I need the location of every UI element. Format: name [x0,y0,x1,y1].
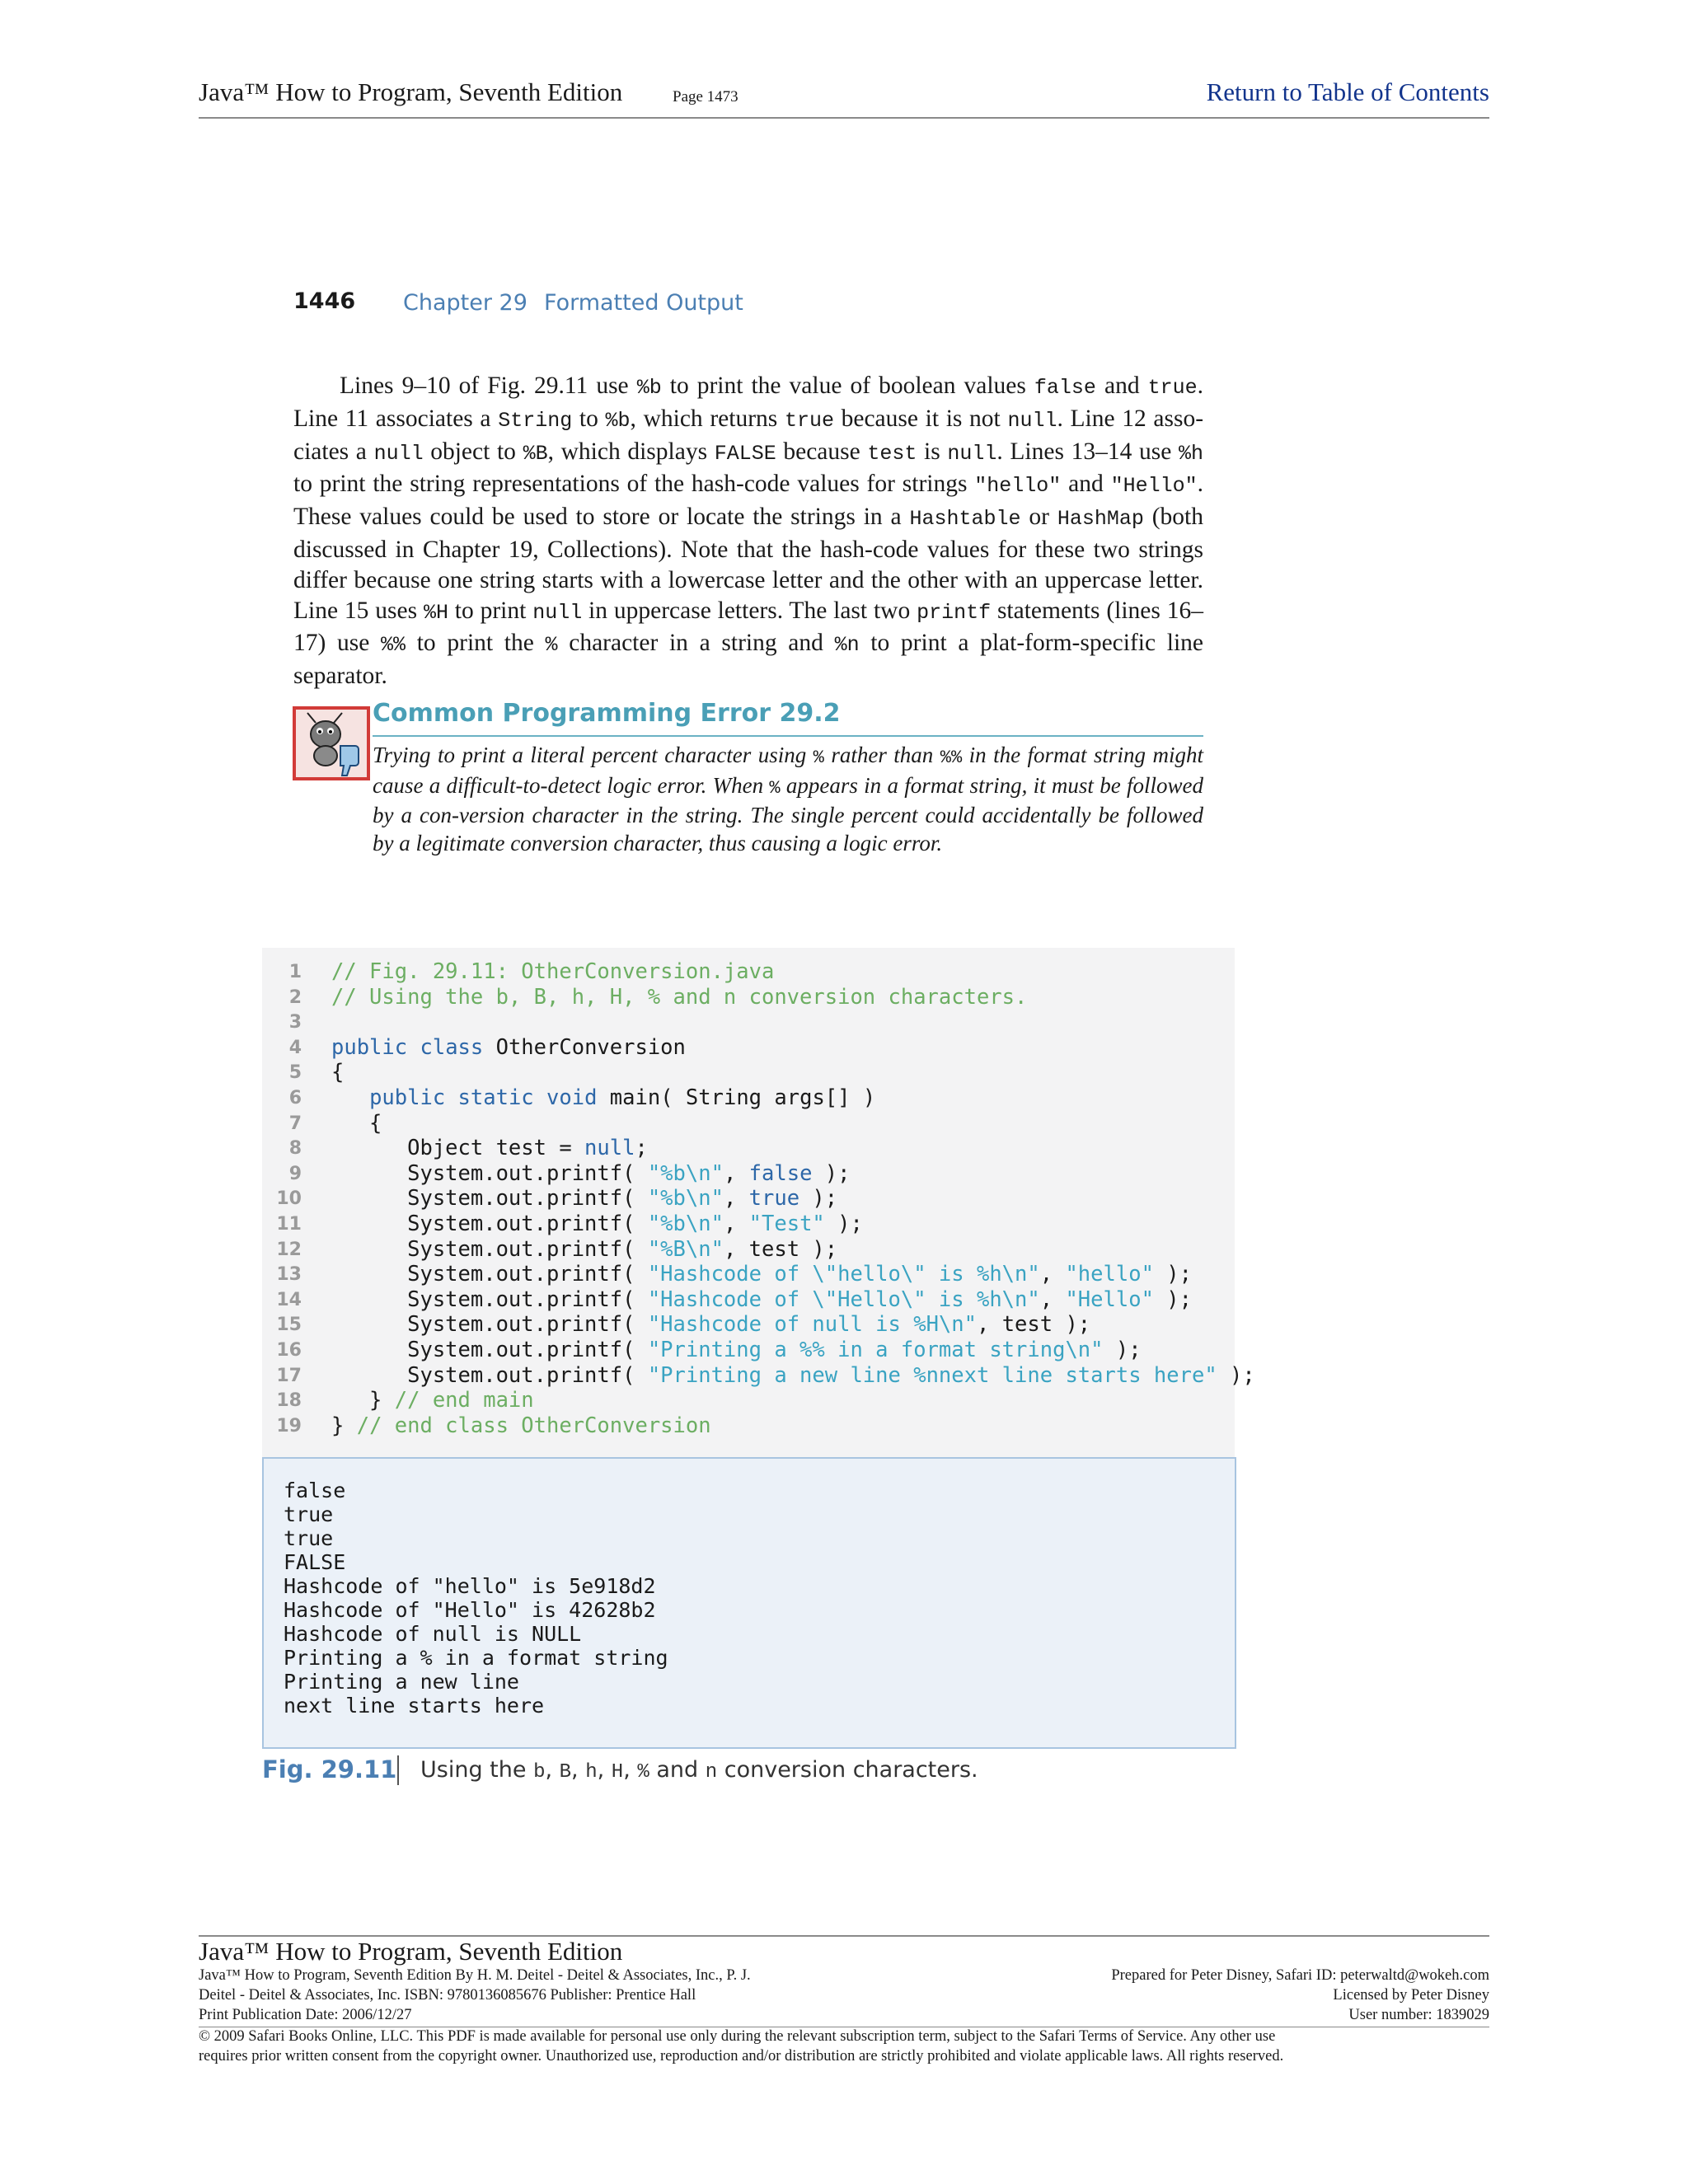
header-book-title: Java™ How to Program, Seventh Edition [199,77,623,106]
para-text: or [1020,504,1057,531]
code-text: // Using the b, B, h, H, % and n conversion characters. [331,984,1028,1010]
bug-thumbs-down-icon [293,706,370,780]
output-line: next line starts here [284,1694,545,1718]
tip-body [373,742,1203,857]
output-line: Hashcode of null is NULL [284,1622,582,1646]
tip-text: in the format string might cause a difficult-to-detect logic error. When [373,743,1203,798]
para-code: String [498,408,573,433]
caption-part: Using the [420,1757,534,1783]
para-code: Hashtable [909,507,1021,532]
line-number: 2 [288,987,302,1008]
line-number: 11 [276,1214,302,1235]
running-head [293,288,743,316]
para-code: test [867,441,917,466]
code-text: Object test = null; [331,1136,648,1161]
para-text: to print the [406,630,546,657]
line-number: 6 [288,1088,302,1108]
caption-text [420,1757,978,1783]
para-text: because [776,438,868,465]
para-code: %n [834,633,860,658]
running-head-section-title: Formatted Output [544,290,743,316]
para-text: . These values could be used to store or locate the strings in a [293,471,1203,531]
footer-book-info-line1: Java™ How to Program, Seventh Edition By H. M. Deitel - Deitel & Associates, Inc., P. J. [199,1967,751,1984]
para-text: in uppercase letters. The last two [582,597,917,624]
para-text: (both discussed in Chapter 19, Collections). Note that the hash-code values for these two strings differ because one string starts with a lowercase letter and the other with an uppercase letter. Line 15 uses [293,504,1203,624]
output-line: Hashcode of "Hello" is 42628b2 [284,1598,656,1622]
line-number: 10 [276,1188,302,1210]
program-output [262,1457,1236,1749]
para-text: to print a plat-form-specific line separator. [293,630,1203,690]
output-line: true [284,1502,334,1526]
para-text: character in a string and [557,630,835,657]
code-text: } // end main [331,1388,534,1413]
line-number: 19 [276,1415,302,1436]
caption-part: , [571,1757,586,1783]
para-text: to print the string representations of the hash-code values for strings [293,471,975,498]
caption-part: , [545,1757,560,1783]
line-number: 13 [276,1264,302,1286]
line-number: 1 [288,962,302,982]
para-code: true [1147,376,1198,400]
para-code: %b [605,408,631,433]
code-text: { [331,1110,382,1136]
para-code: %h [1178,441,1203,466]
para-text: and [1095,373,1148,399]
para-text: is [917,438,948,465]
caption-part: conversion characters. [717,1757,978,1783]
para-code: false [1034,376,1096,400]
para-code: true [784,408,834,433]
code-text: public static void main( String args[] ) [369,1085,876,1110]
para-text: , which displays [547,438,715,465]
output-line: Hashcode of "hello" is 5e918d2 [284,1574,656,1598]
caption-part: and [649,1757,706,1783]
line-number: 5 [288,1062,302,1084]
para-code: "Hello" [1110,474,1198,499]
caption-code: % [637,1761,649,1783]
code-text: System.out.printf( "Hashcode of null is %H\n", test ); [331,1312,1091,1338]
line-number: 17 [276,1365,302,1386]
para-text: . Line 12 asso-ciates a [293,405,1204,465]
code-text: } // end class OtherConversion [331,1413,711,1438]
output-line: true [284,1526,334,1550]
para-text: object to [423,438,523,465]
tip-heading: Common Programming Error 29.2 [373,699,1203,737]
footer-copyright-line1: © 2009 Safari Books Online, LLC. This PDF is made available for personal use only during the relevant subscription term, subject to the Safari Terms of Service. Any other use [199,2028,1276,2045]
para-text: because it is not [833,405,1008,432]
code-listing [262,948,1255,1457]
code-text: System.out.printf( "Printing a %% in a format string\n" ); [331,1338,1142,1362]
para-code: "hello" [974,474,1062,499]
output-line: Printing a new line [284,1670,519,1694]
code-text: System.out.printf( "%b\n", "Test" ); [331,1212,863,1236]
para-code: null [532,600,583,625]
line-number: 16 [276,1340,302,1361]
header-page-number: Page 1473 [673,88,738,105]
code-text: { [331,1060,345,1085]
para-code: null [1007,408,1057,433]
folio-page-number: 1446 [293,288,356,314]
output-line: FALSE [284,1550,346,1574]
caption-code: B [559,1761,572,1783]
caption-part: , [623,1757,638,1783]
line-number: 7 [288,1113,302,1134]
para-text: Lines 9–10 of Fig. 29.11 use [340,373,637,399]
return-to-toc-link[interactable]: Return to Table of Contents [1206,77,1489,106]
code-text: System.out.printf( "Hashcode of \"hello\" is %h\n", "hello" ); [331,1262,1192,1287]
line-number: 14 [276,1289,302,1310]
figure-caption [262,1755,978,1783]
caption-code: H [611,1761,624,1783]
para-text: statements (lines 16–17) use [293,597,1203,657]
footer-licensed-by: Licensed by Peter Disney [1333,1987,1489,2004]
line-number: 15 [276,1315,302,1336]
para-code: printf [917,600,992,625]
para-text: . Lines 13–14 use [996,438,1179,465]
para-code: %B [523,441,548,466]
para-code: null [373,441,424,466]
caption-code: b [533,1761,546,1783]
para-text: , which returns [630,405,785,432]
tip-code: % [813,748,824,768]
tip-text: rather than [823,743,940,767]
code-text: System.out.printf( "%B\n", test ); [331,1236,838,1262]
tip-text: appears in a format string, it must be followed by a con-version character in the string. The single percent could accidentally be followed by a legitimate conversion character, thus causing a logic error. [373,772,1203,855]
footer-prepared-for: Prepared for Peter Disney, Safari ID: peterwaltd@wokeh.com [1111,1967,1489,1984]
line-number: 8 [288,1138,302,1160]
code-text: System.out.printf( "%b\n", false ); [331,1160,851,1186]
line-number: 18 [276,1390,302,1412]
para-code: %b [636,376,662,400]
code-text: System.out.printf( "%b\n", true ); [331,1186,838,1212]
line-number: 9 [288,1163,302,1184]
figure-label: Fig. 29.11 [262,1755,397,1783]
para-code: null [947,441,997,466]
para-code: FALSE [714,441,776,466]
footer-publication-date: Print Publication Date: 2006/12/27 [199,2007,412,2023]
caption-separator [397,1755,399,1785]
caption-code: h [585,1761,598,1783]
para-text: to print the value of boolean values [661,373,1034,399]
footer-book-info-line2: Deitel - Deitel & Associates, Inc. ISBN: 9780136085676 Publisher: Prentice Hall [199,1987,696,2004]
line-number: 12 [276,1239,302,1260]
tip-text: Trying to print a literal percent character using [373,743,814,767]
code-text: System.out.printf( "Hashcode of \"Hello\" is %h\n", "Hello" ); [331,1286,1192,1312]
para-code: %% [381,633,406,658]
page-header [199,76,1489,119]
tip-code: % [769,777,781,799]
footer-user-number: User number: 1839029 [1348,2007,1489,2023]
code-text: public class OtherConversion [331,1034,686,1060]
output-line: false [284,1479,346,1502]
para-code: HashMap [1057,507,1144,532]
para-text: . Line 11 associates a [293,373,1203,432]
caption-code: n [705,1761,718,1783]
output-lines [284,1479,668,1718]
code-text: System.out.printf( "Printing a new line %nnext line starts here" ); [331,1362,1255,1388]
body-paragraph [293,371,1203,691]
line-number: 3 [288,1012,302,1033]
footer-copyright-line2: requires prior written consent from the copyright owner. Unauthorized use, reproduction and/or distribution are strictly prohibited and violate applicable laws. All rights reserved. [199,2048,1284,2064]
para-text: and [1061,471,1111,498]
footer-book-title: Java™ How to Program, Seventh Edition [199,1937,623,1966]
code-text: // Fig. 29.11: OtherConversion.java [331,959,775,984]
line-number: 4 [288,1037,302,1058]
running-head-chapter: Chapter 29 [403,290,528,316]
tip-code: %% [940,748,963,768]
para-text: to [572,405,606,432]
output-line: Printing a % in a format string [284,1646,668,1670]
para-code: % [545,633,558,658]
para-text: to print [448,597,533,624]
para-code: %H [423,600,448,625]
caption-part: , [597,1757,612,1783]
